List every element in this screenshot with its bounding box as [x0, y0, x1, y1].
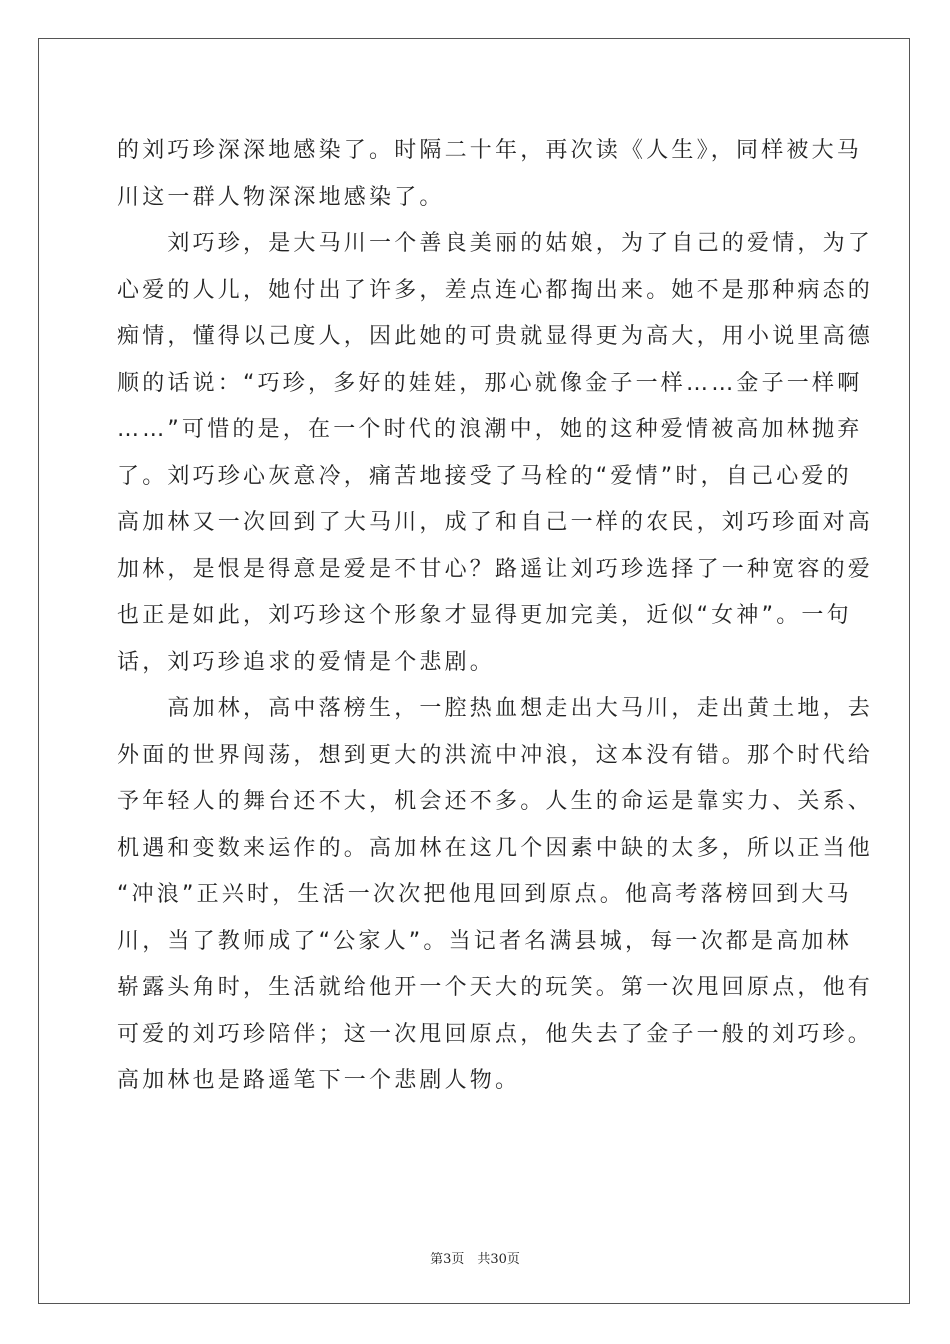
text-line: “冲浪”正兴时，生活一次次把他甩回到原点。他高考落榜回到大马: [117, 882, 852, 907]
text-line: 的刘巧珍深深地感染了。时隔二十年，再次读《人生》，同样被大马: [117, 138, 863, 163]
text-line: 可爱的刘巧珍陪伴；这一次甩回原点，他失去了金子一般的刘巧珍。: [117, 1021, 874, 1047]
text-line: 川这一群人物深深地感染了。: [117, 184, 445, 210]
page-number-footer: 第3页 共30页: [430, 1252, 520, 1267]
text-line: 高加林也是路遥笔下一个悲剧人物。: [117, 1068, 521, 1093]
text-line: 话，刘巧珍追求的爱情是个悲剧。: [117, 649, 496, 675]
text-line: ……”可惜的是，在一个时代的浪潮中，她的这种爱情被高加林抛弃: [117, 417, 863, 442]
text-line: 加林，是恨是得意是爱是不甘心？路遥让刘巧珍选择了一种宽容的爱: [117, 556, 874, 582]
text-line: 高加林，高中落榜生，一腔热血想走出大马川，走出黄土地，去: [117, 696, 874, 721]
text-line: 也正是如此，刘巧珍这个形象才显得更加完美，近似“女神”。一句: [117, 603, 852, 628]
text-line: 川，当了教师成了“公家人”。当记者名满县城，每一次都是高加林: [117, 928, 852, 954]
text-line: 崭露头角时，生活就给他开一个天大的玩笑。第一次甩回原点，他有: [117, 975, 874, 1000]
text-line: 外面的世界闯荡，想到更大的洪流中冲浪，这本没有错。那个时代给: [117, 742, 874, 768]
text-line: 顺的话说：“巧珍，多好的娃娃，那心就像金子一样……金子一样啊: [117, 370, 863, 396]
text-line: 心爱的人儿，她付出了许多，差点连心都掏出来。她不是那种病态的: [117, 277, 874, 303]
document-body: [117, 128, 874, 1105]
text-line: 痴情，懂得以己度人，因此她的可贵就显得更为高大，用小说里高德: [117, 324, 874, 349]
text-line: 机遇和变数来运作的。高加林在这几个因素中缺的太多，所以正当他: [117, 835, 874, 861]
text-line: 了。刘巧珍心灰意冷，痛苦地接受了马栓的“爱情”时，自己心爱的: [117, 463, 852, 489]
text-line: 刘巧珍，是大马川一个善良美丽的姑娘，为了自己的爱情，为了: [117, 231, 874, 256]
text-line: 高加林又一次回到了大马川，成了和自己一样的农民，刘巧珍面对高: [117, 510, 874, 535]
text-line: 予年轻人的舞台还不大，机会还不多。人生的命运是靠实力、关系、: [117, 789, 874, 814]
